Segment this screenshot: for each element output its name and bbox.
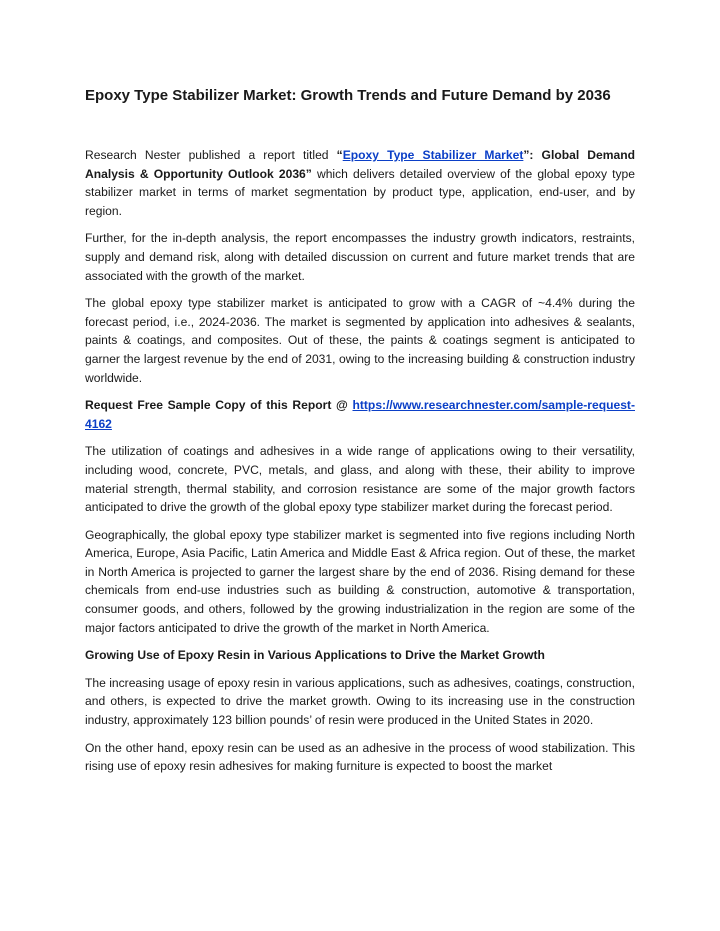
section-heading: Growing Use of Epoxy Resin in Various Applications to Drive the Market Growth: [85, 648, 545, 663]
report-title-link[interactable]: Epoxy Type Stabilizer Market: [342, 148, 524, 162]
wood-stabilization-paragraph: On the other hand, epoxy resin can be used as an adhesive in the process of wood stabilization. This rising use of epoxy resin adhesives for making furniture is expected to boost the market: [85, 740, 635, 774]
intro-suffix: which delivers detailed overview of the global epoxy type stabilizer market in terms of market segmentation by product type, application, end-user, and by region.: [85, 166, 635, 218]
document-body: [85, 146, 635, 785]
document-title: Epoxy Type Stabilizer Market: Growth Trends and Future Demand by 2036: [85, 87, 611, 104]
report-title-rest: ”: Global Demand Analysis & Opportunity Outlook 2036”: [85, 148, 635, 181]
intro-paragraph: [85, 146, 635, 220]
sample-request-link[interactable]: https://www.researchnester.com/sample-request-4162: [85, 398, 635, 431]
intro-prefix: Research Nester published a report titled: [85, 148, 337, 162]
quote-open: “: [336, 148, 343, 162]
applications-paragraph: The utilization of coatings and adhesives in a wide range of applications owing to their versatility, including wood, concrete, PVC, metals, and glass, and along with these, their ability to improve material strength, thermal stability, and corrosion resistance are some of the major growth factors anticipated to drive the growth of the global epoxy type stabilizer market during the forecast period.: [85, 444, 635, 515]
market-growth-paragraph: The global epoxy type stabilizer market is anticipated to grow with a CAGR of ~4.4% during the forecast period, i.e., 2024-2036. The market is segmented by application into adhesives & sealants, paints & coatings, and composites. Out of these, the paints & coatings segment is anticipated to garner the largest revenue by the end of 2031, owing to the increasing building & construction industry worldwide.: [85, 296, 635, 385]
epoxy-usage-paragraph: The increasing usage of epoxy resin in various applications, such as adhesives, coatings, construction, and others, is expected to drive the market growth. Owing to its increasing use in the construction industry, approximately 123 billion pounds’ of resin were produced in the United States in 2020.: [85, 675, 635, 728]
sample-request-paragraph: [85, 396, 635, 433]
regions-paragraph: Geographically, the global epoxy type stabilizer market is segmented into five regions including North America, Europe, Asia Pacific, Latin America and Middle East & Africa region. Out of these, the market in North America is projected to garner the largest share by the end of 2036. Rising demand for these chemicals from end-use industries such as building & construction, automotive & transportation, consumer goods, and others, followed by the growing industrialization in the region are some of the major factors anticipated to drive the growth of the market in North America.: [85, 527, 635, 635]
analysis-paragraph: Further, for the in-depth analysis, the report encompasses the industry growth indicators, restraints, supply and demand risk, along with detailed discussion on current and future market trends that are associated with the growth of the market.: [85, 231, 635, 283]
sample-request-label: Request Free Sample Copy of this Report @: [85, 398, 353, 413]
